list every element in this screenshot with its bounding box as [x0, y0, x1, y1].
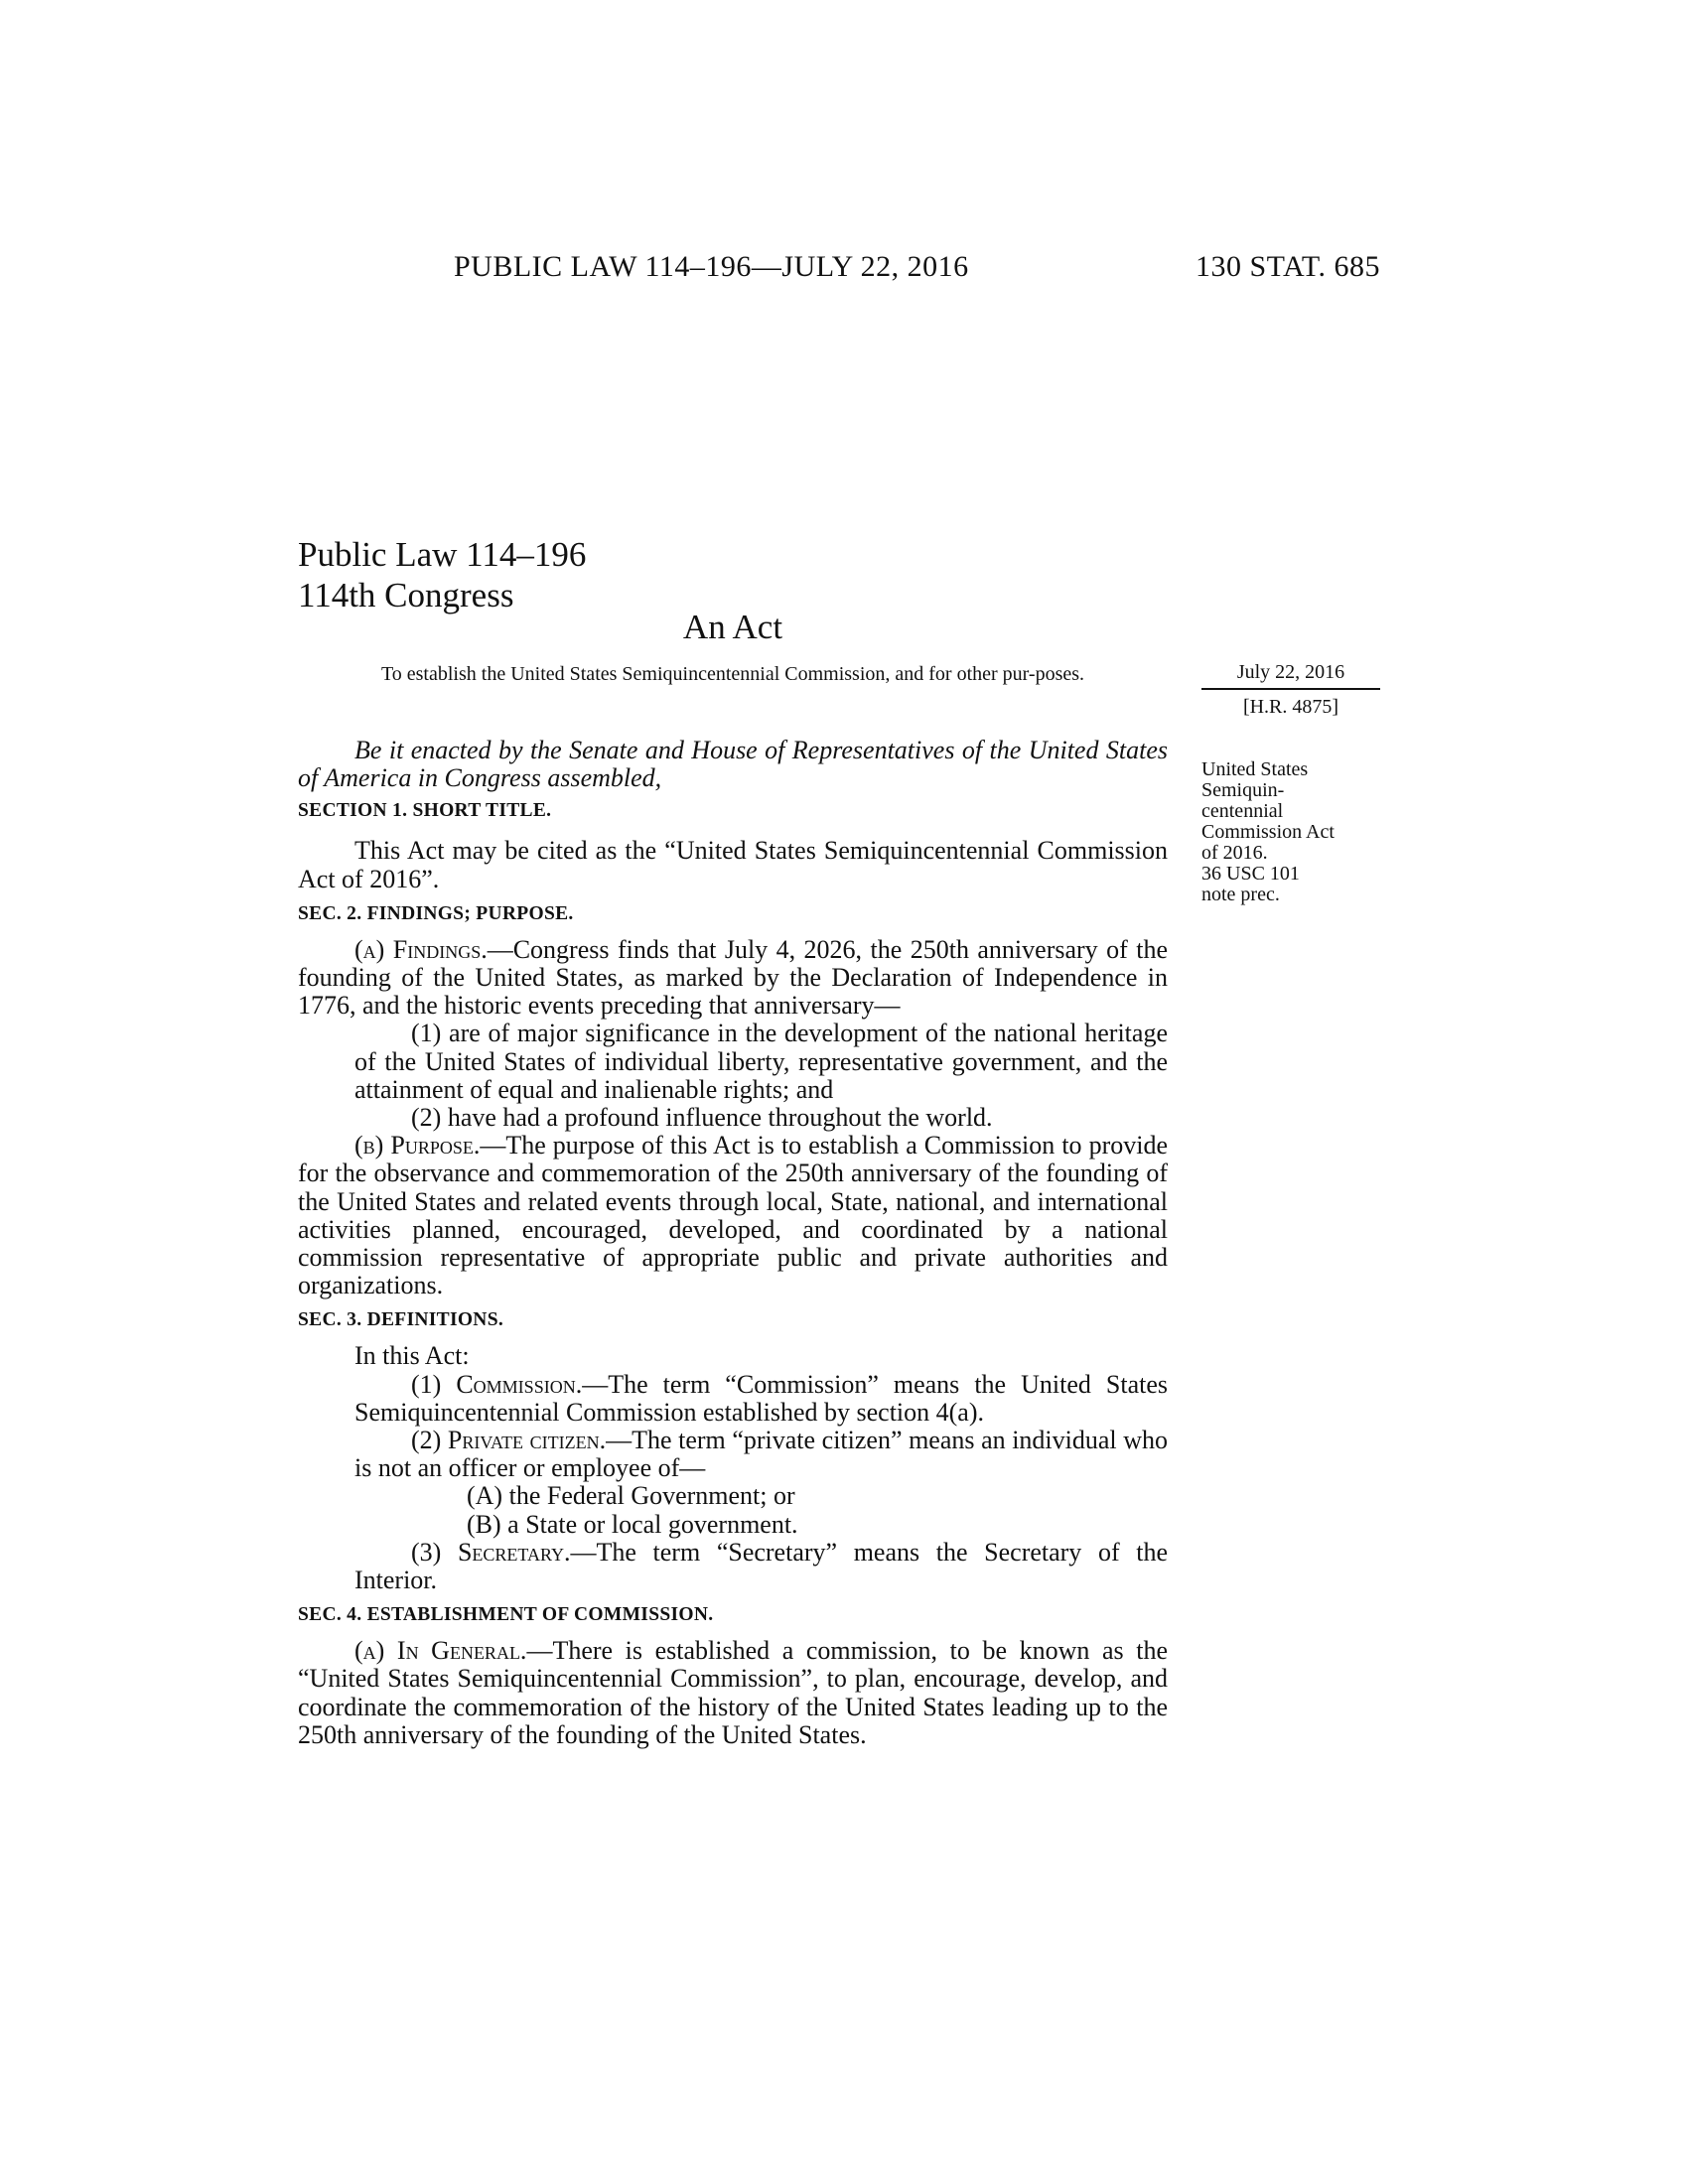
margin-note-line: note prec.: [1201, 884, 1280, 905]
definition-label: (1) Commission.: [411, 1369, 583, 1399]
running-head: [298, 250, 1380, 290]
definition-private-citizen: [354, 1427, 1168, 1482]
bill-number: [H.R. 4875]: [1242, 696, 1339, 718]
long-title: To establish the United States Semiquincentennial Commission, and for other pur-poses.: [380, 663, 1085, 685]
enactment-date-box: [1201, 661, 1380, 719]
findings-text: —Congress finds that July 4, 2026, the 250th anniversary of the founding of the United States, as marked by the Declaration of Independence in 1776, and the historic events preceding that anniversary—: [298, 934, 1168, 1021]
definition-secretary: [354, 1539, 1168, 1594]
subparagraph-b: (B) a State or local government.: [467, 1509, 798, 1539]
margin-note-line: Commission Act: [1201, 821, 1335, 843]
definition-text: —The term “private citizen” means an individual who is not an officer or employee of—: [354, 1426, 1169, 1483]
definition-text: —The term “Secretary” means the Secretary of the Interior.: [354, 1537, 1169, 1595]
margin-note-line: centennial: [1201, 800, 1284, 822]
finding-1: (1) are of major significance in the development of the national heritage of the United States of individual liberty, representative government, and the attainment of equal and inalienable rights; and: [354, 1019, 1168, 1104]
finding-2: (2) have had a profound influence throughout the world.: [411, 1103, 993, 1133]
enactment-date: July 22, 2016: [1201, 661, 1380, 690]
definition-commission: [354, 1371, 1168, 1427]
section-1-heading: SECTION 1. SHORT TITLE.: [298, 800, 552, 822]
margin-note: [1201, 759, 1380, 905]
section-2-heading: SEC. 2. FINDINGS; PURPOSE.: [298, 902, 574, 924]
running-head-title: PUBLIC LAW 114–196—JULY 22, 2016: [454, 250, 969, 283]
margin-note-line: Semiquin-: [1201, 779, 1285, 801]
margin-note-line: of 2016.: [1201, 842, 1268, 864]
margin-note-line: United States: [1201, 758, 1309, 780]
definition-text: —The term “Commission” means the United States Semiquincentennial Commission established by section 4(a).: [354, 1369, 1168, 1427]
law-identification: [298, 534, 586, 615]
section-4-heading: SEC. 4. ESTABLISHMENT OF COMMISSION.: [298, 1604, 714, 1626]
definitions-intro: In this Act:: [354, 1341, 470, 1371]
establishment-paragraph: [298, 1637, 1168, 1749]
purpose-text: —The purpose of this Act is to establish a Commission to provide for the observance and commemoration of the 250th anniversary of the founding of the United States and related events through local, State, national, and international activities planned, encouraged, developed, and coordinated by a national commission representative of appropriate public and private authorities and organizations.: [298, 1131, 1168, 1300]
act-label: An Act: [682, 608, 783, 646]
statute-page-ref: 130 STAT. 685: [1195, 250, 1380, 283]
definition-label: (3) Secretary.: [411, 1537, 571, 1567]
findings-label: (a) Findings.: [354, 934, 488, 964]
purpose-paragraph: [298, 1132, 1168, 1299]
enacting-clause: Be it enacted by the Senate and House of Representatives of the United States of America in Congress assembled,: [298, 736, 1168, 793]
section-3-heading: SEC. 3. DEFINITIONS.: [298, 1309, 504, 1331]
in-general-label: (a) In General.: [354, 1636, 527, 1666]
congress-number: 114th Congress: [298, 576, 514, 614]
public-law-number: Public Law 114–196: [298, 535, 587, 574]
findings-paragraph: [298, 936, 1168, 1021]
definition-label: (2) Private citizen.: [411, 1426, 607, 1455]
in-general-text: —There is established a commission, to be known as the “United States Semiquincentennial Commission”, to plan, encourage, develop, and coordinate the commemoration of the history of the United States leading up to the 250th anniversary of the founding of the United States.: [298, 1636, 1168, 1749]
purpose-label: (b) Purpose.: [354, 1131, 481, 1160]
act-body: [298, 737, 1168, 1749]
margin-note-line: 36 USC 101: [1201, 863, 1300, 885]
subparagraph-a: (A) the Federal Government; or: [467, 1481, 795, 1511]
section-1-text: This Act may be cited as the “United States Semiquincentennial Commission Act of 2016”.: [298, 836, 1168, 893]
